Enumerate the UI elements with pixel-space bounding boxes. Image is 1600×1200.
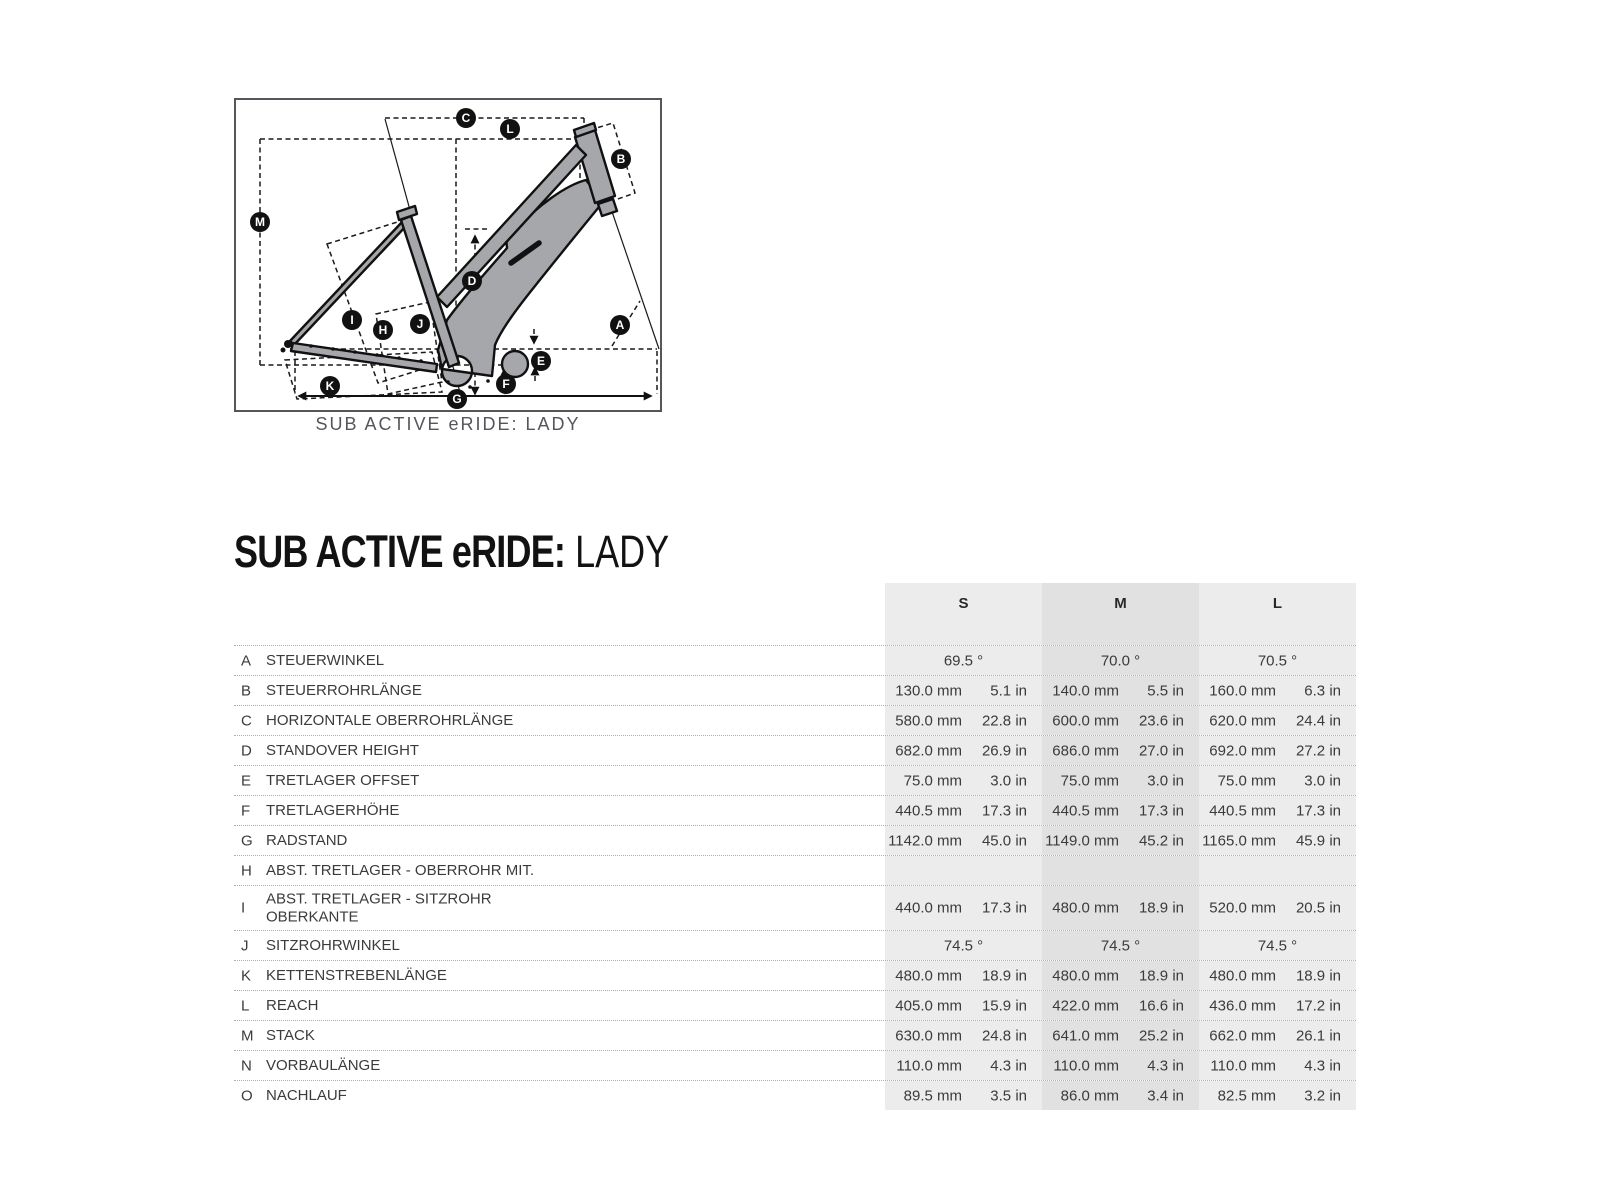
- value-cell-N-M: [1042, 1051, 1199, 1080]
- value-cell-E-L: [1199, 766, 1356, 795]
- angle-value: 69.5 °: [943, 652, 984, 669]
- inch-value: 4.3 in: [1147, 1057, 1184, 1074]
- mm-value: 436.0 mm: [1209, 997, 1276, 1014]
- value-cell-O-L: [1199, 1081, 1356, 1110]
- value-cell-C-L: [1199, 706, 1356, 735]
- value-cell-C-M: [1042, 706, 1199, 735]
- row-label: STEUERWINKEL: [266, 651, 385, 669]
- mm-value: 440.5 mm: [895, 802, 962, 819]
- inch-value: 27.2 in: [1295, 742, 1341, 759]
- label-B: [611, 149, 631, 169]
- mm-value: 480.0 mm: [1209, 967, 1276, 984]
- inch-value: 4.3 in: [1304, 1057, 1341, 1074]
- inch-value: 25.2 in: [1138, 1027, 1184, 1044]
- row-letter: K: [241, 967, 252, 984]
- mm-value: 682.0 mm: [895, 742, 962, 759]
- mm-value: 75.0 mm: [1060, 772, 1119, 789]
- inch-value: 23.6 in: [1138, 712, 1184, 729]
- svg-text:I: I: [350, 313, 354, 327]
- inch-value: 4.3 in: [990, 1057, 1027, 1074]
- size-header-M: M: [1042, 583, 1199, 645]
- value-cell-G-L: [1199, 826, 1356, 855]
- inch-value: 17.3 in: [1295, 802, 1341, 819]
- row-label: ABST. TRETLAGER - OBERROHR MIT.: [266, 861, 535, 879]
- inch-value: 26.9 in: [981, 742, 1027, 759]
- value-cell-B-S: [885, 676, 1042, 705]
- inch-value: 22.8 in: [981, 712, 1027, 729]
- inch-value: 3.4 in: [1147, 1087, 1184, 1104]
- svg-text:L: L: [506, 122, 514, 136]
- table-row-J: [234, 930, 1356, 960]
- value-cell-M-M: [1042, 1021, 1199, 1050]
- table-row-H: [234, 855, 1356, 885]
- frame-geometry-diagram: [234, 98, 662, 412]
- svg-text:B: B: [616, 152, 626, 166]
- mm-value: 600.0 mm: [1052, 712, 1119, 729]
- size-header-S: S: [885, 583, 1042, 645]
- mm-value: 520.0 mm: [1209, 899, 1276, 917]
- row-letter: N: [241, 1057, 252, 1074]
- mm-value: 480.0 mm: [895, 967, 962, 984]
- value-cell-A-L: [1199, 646, 1356, 675]
- mm-value: 110.0 mm: [1053, 1057, 1119, 1074]
- value-cell-I-L: [1199, 886, 1356, 930]
- table-row-C: [234, 705, 1356, 735]
- table-row-L: [234, 990, 1356, 1020]
- value-cell-F-L: [1199, 796, 1356, 825]
- mm-value: 75.0 mm: [1217, 772, 1276, 789]
- inch-value: 16.6 in: [1138, 997, 1184, 1014]
- value-cell-B-L: [1199, 676, 1356, 705]
- row-letter: C: [241, 712, 252, 729]
- mm-value: 440.5 mm: [1052, 802, 1119, 819]
- seat-post-clamp: [397, 206, 417, 220]
- table-row-B: [234, 675, 1356, 705]
- mm-value: 140.0 mm: [1052, 682, 1119, 699]
- derailleur-hanger: [281, 348, 286, 353]
- mm-value: 1149.0 mm: [1045, 832, 1119, 849]
- value-cell-D-S: [885, 736, 1042, 765]
- mm-value: 440.0 mm: [895, 899, 962, 917]
- mm-value: 440.5 mm: [1209, 802, 1276, 819]
- inch-value: 5.5 in: [1147, 682, 1184, 699]
- inch-value: 17.2 in: [1295, 997, 1341, 1014]
- label-A: [610, 315, 630, 335]
- mm-value: 82.5 mm: [1217, 1087, 1276, 1104]
- diagram-caption: SUB ACTIVE eRIDE: LADY: [315, 414, 581, 434]
- inch-value: 18.9 in: [1138, 899, 1184, 917]
- row-letter: D: [241, 742, 252, 759]
- page-title-light: LADY: [575, 526, 670, 577]
- value-cell-I-S: [885, 886, 1042, 930]
- row-label: STACK: [266, 1026, 315, 1044]
- mm-value: 89.5 mm: [903, 1087, 962, 1104]
- value-cell-O-M: [1042, 1081, 1199, 1110]
- value-cell-F-S: [885, 796, 1042, 825]
- value-cell-M-L: [1199, 1021, 1356, 1050]
- geometry-table: [234, 583, 1356, 1110]
- value-cell-L-S: [885, 991, 1042, 1020]
- label-D: [462, 271, 482, 291]
- value-cell-K-M: [1042, 961, 1199, 990]
- angle-value: 74.5 °: [943, 937, 984, 954]
- table-row-M: [234, 1020, 1356, 1050]
- value-cell-E-S: [885, 766, 1042, 795]
- label-G: [447, 389, 467, 409]
- angle-value: 70.0 °: [1100, 652, 1141, 669]
- table-header: [234, 583, 1356, 645]
- inch-value: 20.5 in: [1295, 899, 1341, 917]
- svg-text:C: C: [461, 111, 471, 125]
- value-cell-B-M: [1042, 676, 1199, 705]
- inch-value: 5.1 in: [990, 682, 1027, 699]
- row-label: NACHLAUF: [266, 1086, 347, 1104]
- row-label: TRETLAGERHÖHE: [266, 801, 400, 819]
- row-label: TRETLAGER OFFSET: [266, 771, 420, 789]
- row-label: VORBAULÄNGE: [266, 1056, 381, 1074]
- value-cell-H-L: [1199, 856, 1356, 885]
- mm-value: 405.0 mm: [895, 997, 962, 1014]
- inch-value: 27.0 in: [1138, 742, 1184, 759]
- table-row-O: [234, 1080, 1356, 1110]
- label-C: [456, 108, 476, 128]
- inch-value: 3.0 in: [990, 772, 1027, 789]
- page-title: [234, 526, 670, 577]
- row-letter: A: [241, 652, 252, 669]
- size-header-L: L: [1199, 583, 1356, 645]
- label-F: [496, 374, 516, 394]
- row-label: HORIZONTALE OBERROHRLÄNGE: [266, 711, 514, 729]
- value-cell-M-S: [885, 1021, 1042, 1050]
- row-letter: G: [241, 832, 253, 849]
- bike-frame-schematic: [236, 100, 660, 410]
- table-row-I: [234, 885, 1356, 930]
- table-row-D: [234, 735, 1356, 765]
- row-label: SITZROHRWINKEL: [266, 936, 400, 954]
- svg-text:E: E: [536, 354, 546, 368]
- value-cell-N-L: [1199, 1051, 1356, 1080]
- svg-text:D: D: [467, 274, 477, 288]
- value-cell-F-M: [1042, 796, 1199, 825]
- inch-value: 18.9 in: [1295, 967, 1341, 984]
- mm-value: 641.0 mm: [1052, 1027, 1119, 1044]
- mm-value: 480.0 mm: [1052, 899, 1119, 917]
- mm-value: 130.0 mm: [895, 682, 962, 699]
- value-cell-C-S: [885, 706, 1042, 735]
- mm-value: 422.0 mm: [1052, 997, 1119, 1014]
- mm-value: 86.0 mm: [1060, 1087, 1119, 1104]
- table-row-G: [234, 825, 1356, 855]
- inch-value: 24.8 in: [981, 1027, 1027, 1044]
- inch-value: 6.3 in: [1304, 682, 1341, 699]
- angle-value: 74.5 °: [1100, 937, 1141, 954]
- value-cell-H-S: [885, 856, 1042, 885]
- value-cell-K-S: [885, 961, 1042, 990]
- mm-value: 692.0 mm: [1209, 742, 1276, 759]
- inch-value: 45.2 in: [1138, 832, 1184, 849]
- inch-value: 26.1 in: [1295, 1027, 1341, 1044]
- value-cell-N-S: [885, 1051, 1042, 1080]
- value-cell-H-M: [1042, 856, 1199, 885]
- value-cell-G-M: [1042, 826, 1199, 855]
- row-letter: F: [241, 802, 251, 819]
- row-label: RADSTAND: [266, 831, 348, 849]
- inch-value: 18.9 in: [1138, 967, 1184, 984]
- value-cell-E-M: [1042, 766, 1199, 795]
- row-letter: E: [241, 772, 252, 789]
- label-H: [373, 320, 393, 340]
- label-K: [320, 376, 340, 396]
- chain-stay: [291, 343, 437, 372]
- row-letter: B: [241, 682, 252, 699]
- row-label: REACH: [266, 996, 319, 1014]
- table-row-A: [234, 645, 1356, 675]
- label-I: [342, 310, 362, 330]
- table-row-F: [234, 795, 1356, 825]
- inch-value: 17.3 in: [981, 802, 1027, 819]
- inch-value: 15.9 in: [981, 997, 1027, 1014]
- inch-value: 3.0 in: [1147, 772, 1184, 789]
- table-row-E: [234, 765, 1356, 795]
- svg-text:A: A: [615, 318, 625, 332]
- row-letter: M: [241, 1027, 254, 1044]
- svg-text:H: H: [378, 323, 388, 337]
- inch-value: 17.3 in: [981, 899, 1027, 917]
- value-cell-K-L: [1199, 961, 1356, 990]
- label-E: [531, 351, 551, 371]
- mm-value: 1165.0 mm: [1202, 832, 1276, 849]
- row-label: STEUERROHRLÄNGE: [266, 681, 422, 699]
- angle-value: 70.5 °: [1257, 652, 1298, 669]
- row-label: STANDOVER HEIGHT: [266, 741, 420, 759]
- value-cell-D-L: [1199, 736, 1356, 765]
- angle-value: 74.5 °: [1257, 937, 1298, 954]
- inch-value: 3.5 in: [990, 1087, 1027, 1104]
- value-cell-G-S: [885, 826, 1042, 855]
- row-letter: L: [241, 997, 250, 1014]
- svg-text:F: F: [502, 377, 510, 391]
- inch-value: 17.3 in: [1138, 802, 1184, 819]
- value-cell-L-L: [1199, 991, 1356, 1020]
- value-cell-D-M: [1042, 736, 1199, 765]
- mm-value: 160.0 mm: [1209, 682, 1276, 699]
- mm-value: 580.0 mm: [895, 712, 962, 729]
- inch-value: 3.0 in: [1304, 772, 1341, 789]
- row-label: ABST. TRETLAGER - SITZROHR OBERKANTE: [266, 890, 492, 925]
- mm-value: 620.0 mm: [1209, 712, 1276, 729]
- value-cell-A-S: [885, 646, 1042, 675]
- inch-value: 24.4 in: [1295, 712, 1341, 729]
- value-cell-J-L: [1199, 931, 1356, 960]
- mm-value: 630.0 mm: [895, 1027, 962, 1044]
- row-letter: I: [241, 899, 246, 917]
- inch-value: 45.0 in: [981, 832, 1027, 849]
- row-label: KETTENSTREBENLÄNGE: [266, 966, 447, 984]
- table-row-K: [234, 960, 1356, 990]
- row-letter: H: [241, 862, 252, 879]
- svg-text:G: G: [452, 392, 462, 406]
- mm-value: 1142.0 mm: [888, 832, 962, 849]
- mm-value: 110.0 mm: [1210, 1057, 1276, 1074]
- value-cell-J-S: [885, 931, 1042, 960]
- page-title-bold: SUB ACTIVE eRIDE:: [234, 526, 566, 577]
- value-cell-O-S: [885, 1081, 1042, 1110]
- mm-value: 480.0 mm: [1052, 967, 1119, 984]
- inch-value: 45.9 in: [1295, 832, 1341, 849]
- svg-text:K: K: [325, 379, 335, 393]
- mm-value: 75.0 mm: [903, 772, 962, 789]
- value-cell-I-M: [1042, 886, 1199, 930]
- label-J: [410, 314, 430, 334]
- label-M: [250, 212, 270, 232]
- svg-text:M: M: [255, 215, 265, 229]
- value-cell-J-M: [1042, 931, 1199, 960]
- svg-text:J: J: [416, 317, 424, 331]
- table-row-N: [234, 1050, 1356, 1080]
- value-cell-A-M: [1042, 646, 1199, 675]
- row-letter: J: [241, 937, 249, 954]
- mm-value: 662.0 mm: [1209, 1027, 1276, 1044]
- mm-value: 686.0 mm: [1052, 742, 1119, 759]
- label-L: [500, 119, 520, 139]
- inch-value: 3.2 in: [1304, 1087, 1341, 1104]
- rear-dropout: [284, 340, 292, 348]
- inch-value: 18.9 in: [981, 967, 1027, 984]
- mm-value: 110.0 mm: [896, 1057, 962, 1074]
- value-cell-L-M: [1042, 991, 1199, 1020]
- row-letter: O: [241, 1087, 253, 1104]
